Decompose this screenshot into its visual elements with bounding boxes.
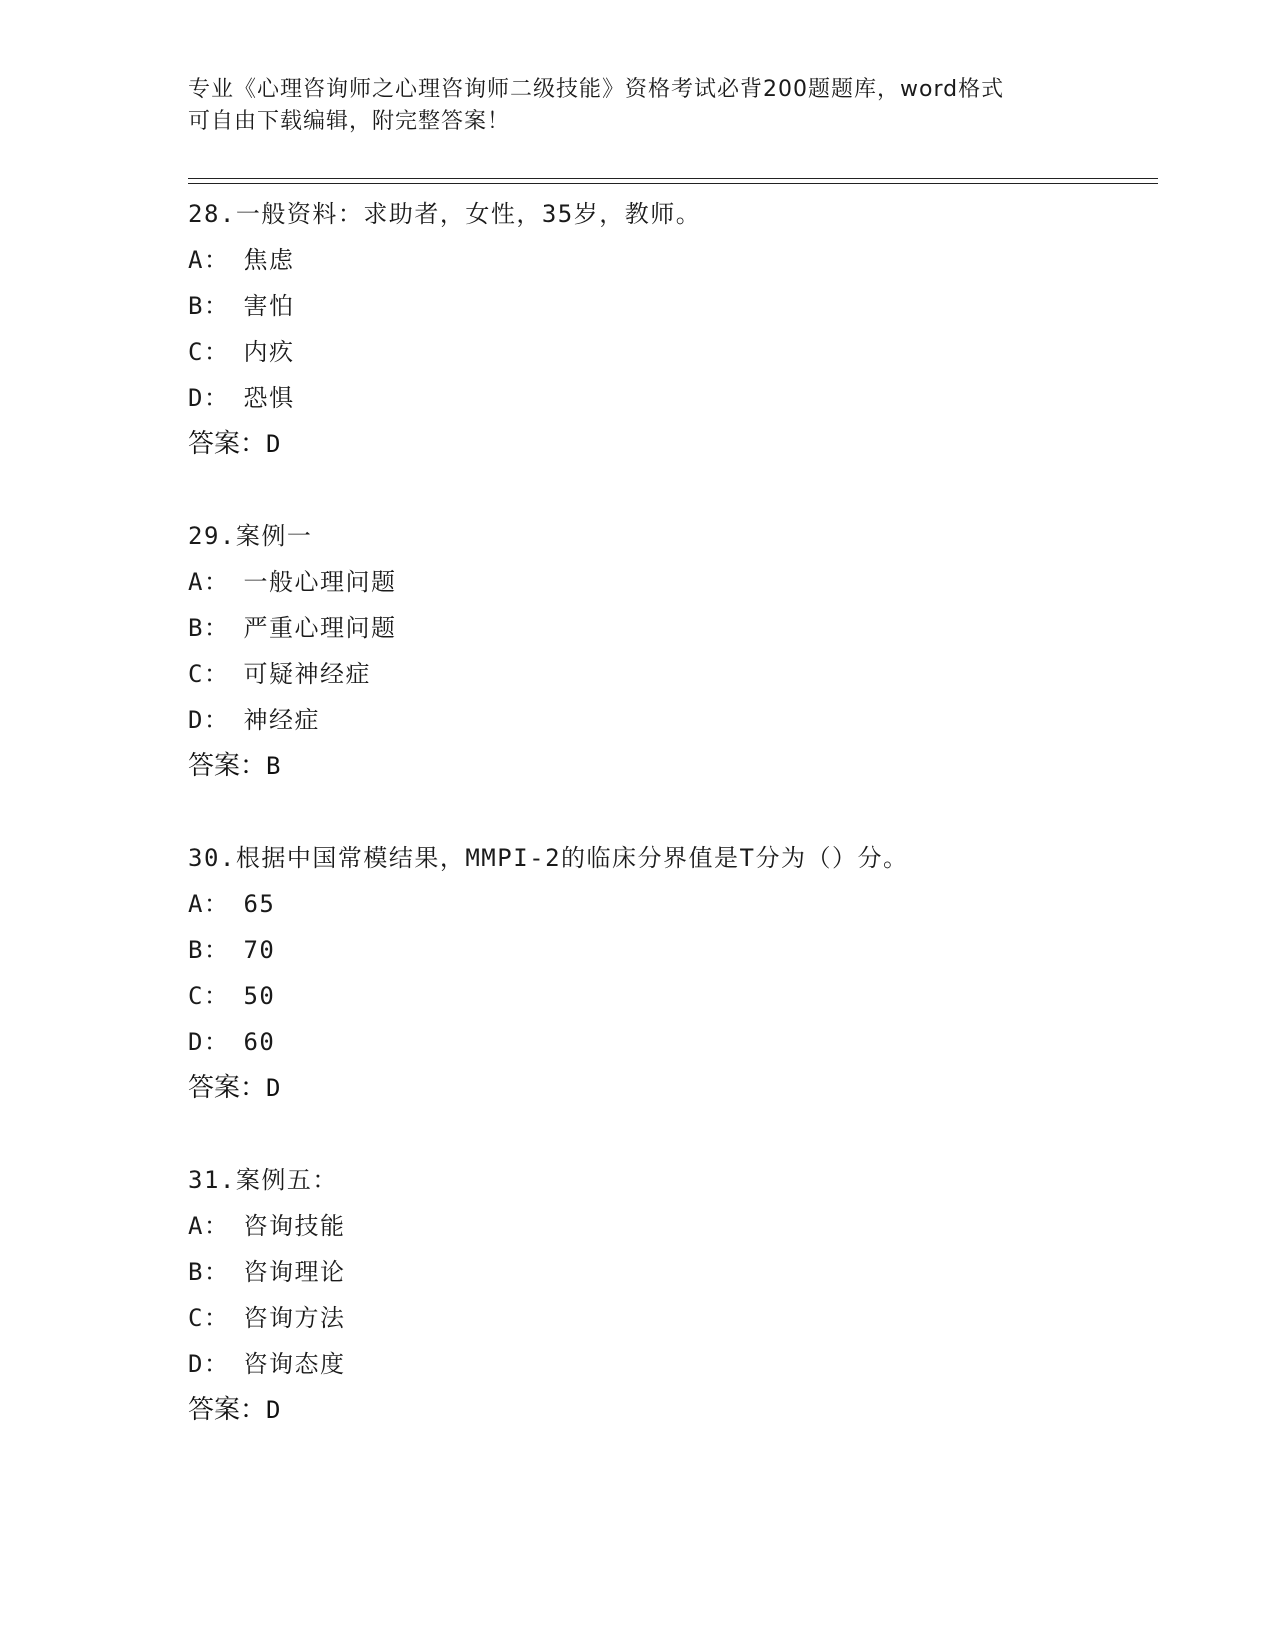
- option-key: D：: [188, 384, 230, 412]
- answer-label: 答案：: [188, 429, 267, 459]
- answer-value: D: [266, 1074, 281, 1102]
- question-stem: 31.案例五：: [188, 1166, 338, 1194]
- answer-value: D: [266, 1396, 281, 1424]
- answer-line: [188, 421, 1148, 467]
- option-text: 50: [243, 982, 276, 1010]
- header-line-2: 可自由下载编辑，附完整答案！: [188, 109, 511, 134]
- answer-line: [188, 1387, 1148, 1433]
- header-divider-bottom: [188, 183, 1158, 184]
- option-text: 70: [243, 936, 276, 964]
- option-a: [188, 237, 1148, 283]
- option-key: C：: [188, 982, 230, 1010]
- option-text: 65: [243, 890, 276, 918]
- question-stem: 29.案例一: [188, 522, 313, 550]
- option-b: [188, 283, 1148, 329]
- option-text: 咨询技能: [243, 1212, 346, 1240]
- question-item: [188, 1157, 1148, 1433]
- answer-value: D: [266, 430, 281, 458]
- answer-value: B: [266, 752, 281, 780]
- answer-line: [188, 743, 1148, 789]
- option-key: A：: [188, 1212, 230, 1240]
- option-text: 严重心理问题: [243, 614, 397, 642]
- option-key: B：: [188, 614, 230, 642]
- option-b: [188, 605, 1148, 651]
- option-a: [188, 1203, 1148, 1249]
- option-key: A：: [188, 246, 230, 274]
- option-text: 咨询方法: [243, 1304, 346, 1332]
- option-key: B：: [188, 936, 230, 964]
- option-key: B：: [188, 292, 230, 320]
- option-text: 可疑神经症: [243, 660, 371, 688]
- option-text: 内疚: [243, 338, 295, 366]
- option-text: 60: [243, 1028, 276, 1056]
- answer-label: 答案：: [188, 751, 267, 781]
- option-text: 咨询理论: [243, 1258, 346, 1286]
- question-list: [188, 191, 1148, 1433]
- option-d: [188, 1341, 1148, 1387]
- question-item: [188, 835, 1148, 1111]
- answer-label: 答案：: [188, 1395, 267, 1425]
- option-text: 害怕: [243, 292, 295, 320]
- header-divider-top: [188, 178, 1158, 179]
- question-stem: 28.一般资料：求助者，女性，35岁，教师。: [188, 200, 702, 228]
- option-c: [188, 329, 1148, 375]
- option-d: [188, 697, 1148, 743]
- option-text: 神经症: [243, 706, 320, 734]
- option-key: B：: [188, 1258, 230, 1286]
- option-d: [188, 375, 1148, 421]
- document-header: [188, 74, 1088, 138]
- question-item: [188, 513, 1148, 789]
- option-c: [188, 1295, 1148, 1341]
- option-text: 咨询态度: [243, 1350, 346, 1378]
- option-c: [188, 973, 1148, 1019]
- option-text: 一般心理问题: [243, 568, 397, 596]
- option-c: [188, 651, 1148, 697]
- option-key: A：: [188, 890, 230, 918]
- option-key: C：: [188, 1304, 230, 1332]
- option-key: D：: [188, 1028, 230, 1056]
- option-key: C：: [188, 338, 230, 366]
- option-a: [188, 881, 1148, 927]
- option-text: 恐惧: [243, 384, 295, 412]
- answer-line: [188, 1065, 1148, 1111]
- option-b: [188, 1249, 1148, 1295]
- option-d: [188, 1019, 1148, 1065]
- option-a: [188, 559, 1148, 605]
- question-stem: 30.根据中国常模结果，MMPI-2的临床分界值是T分为（）分。: [188, 844, 909, 872]
- option-text: 焦虑: [243, 246, 295, 274]
- option-b: [188, 927, 1148, 973]
- option-key: D：: [188, 706, 230, 734]
- question-item: [188, 191, 1148, 467]
- option-key: A：: [188, 568, 230, 596]
- header-line-1: 专业《心理咨询师之心理咨询师二级技能》资格考试必背200题题库，word格式: [188, 77, 1005, 102]
- option-key: C：: [188, 660, 230, 688]
- answer-label: 答案：: [188, 1073, 267, 1103]
- option-key: D：: [188, 1350, 230, 1378]
